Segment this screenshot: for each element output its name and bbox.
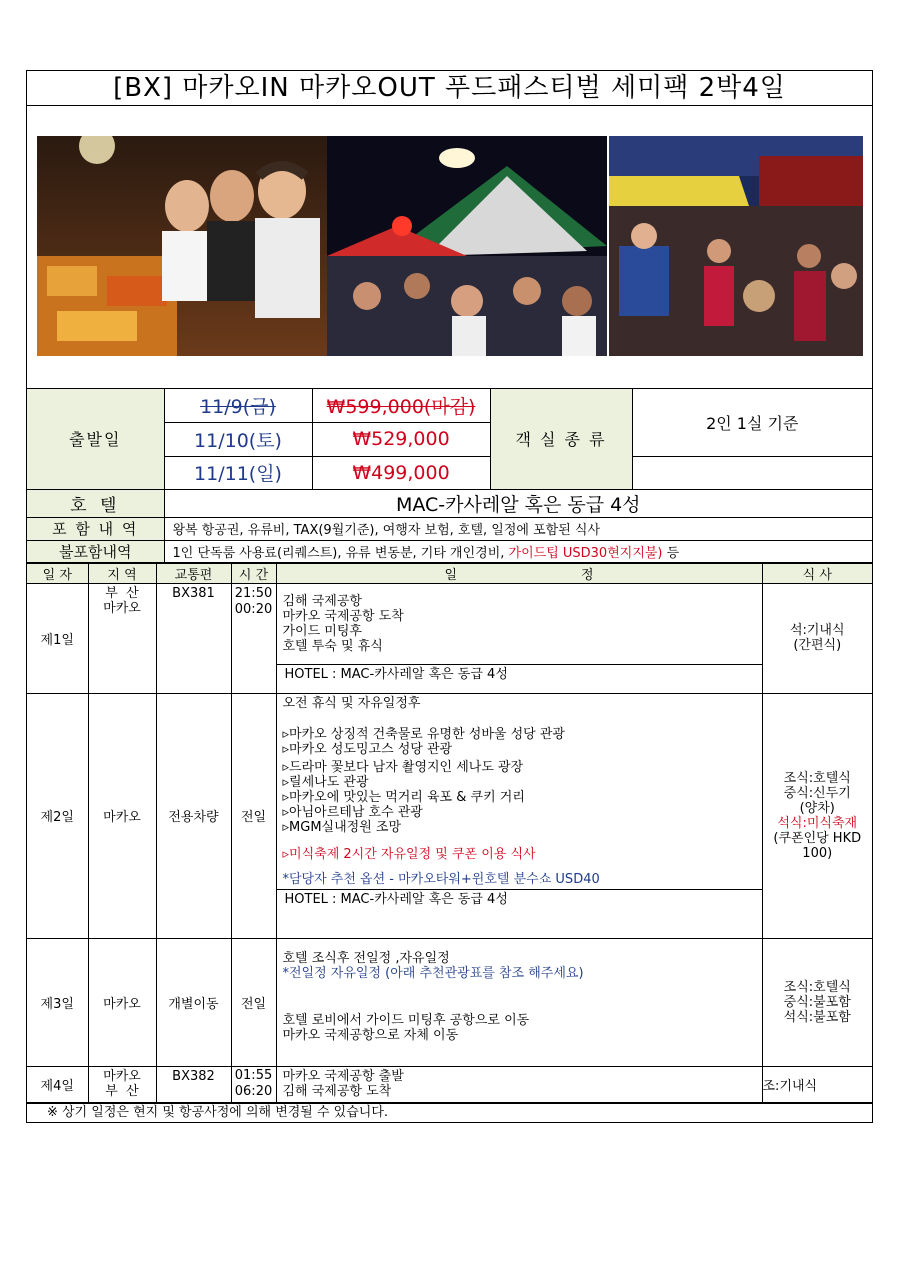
day-schedule: 마카오 국제공항 출발 김해 국제공항 도착 bbox=[276, 1066, 762, 1102]
day-schedule: 호텔 조식후 전일정 ,자유일정 *전일정 자유일정 (아래 추천관광표를 참조 해주세요) 호텔 로비에서 가이드 미팅후 공항으로 이동 마카오 국제공항으로 자체 이동 bbox=[276, 938, 762, 1066]
day-time: 21:50 00:20 bbox=[231, 583, 276, 693]
day-schedule: 김해 국제공항 마카오 국제공항 도착 가이드 미팅후 호텔 투숙 및 휴식 HOTEL : MAC-카사레알 혹은 동급 4성 bbox=[276, 583, 762, 693]
room-type-label: 객 실 종 류 bbox=[490, 389, 632, 489]
included-label: 포 함 내 역 bbox=[27, 517, 164, 540]
excluded-label: 불포함내역 bbox=[27, 540, 164, 562]
room-type-value: 2인 1실 기준 bbox=[632, 389, 872, 456]
footer-note: ※ 상기 일정은 현지 및 항공사정에 의해 변경될 수 있습니다. bbox=[27, 1103, 872, 1122]
schedule-table bbox=[27, 563, 872, 1103]
day-transport: 전용차량 bbox=[156, 693, 231, 938]
day-transport: 개별이동 bbox=[156, 938, 231, 1066]
day-region: 마카오 bbox=[88, 693, 156, 938]
day-schedule: 오전 휴식 및 자유일정후 ▹마카오 상징적 건축물로 유명한 성바울 성당 관광 ▹마카오 성도밍고스 성당 관광 ▹드라마 꽃보다 남자 촬영지인 세나도 광장 ▹릴세나도 관광 ▹마카오에 맛있는 먹거리 육포 & 쿠키 거리 ▹아님아르테남 호수 관광 ▹MGM실내정원 조망 ▹미식축제 2시간 자유일정 및 쿠폰 이용 식사 *담당자 추천 옵션 - 마카오타워+윈호텔 분수쇼 USD40 HOTEL : MAC-카사레알 혹은 동급 4성 bbox=[276, 693, 762, 938]
header-transport: 교통편 bbox=[156, 563, 231, 583]
recommended-option: *담당자 추천 옵션 - 마카오타워+윈호텔 분수쇼 USD40 bbox=[282, 871, 600, 887]
header-meal: 식 사 bbox=[762, 563, 872, 583]
departure-table bbox=[27, 389, 872, 563]
day-meal: 조:기내식 bbox=[762, 1066, 872, 1102]
day-hotel: HOTEL : MAC-카사레알 혹은 동급 4성 bbox=[277, 664, 762, 682]
day-region: 부 산 마카오 bbox=[88, 583, 156, 693]
departure-date-2: 11/10(토) bbox=[164, 422, 312, 456]
departure-label: 출발일 bbox=[27, 389, 164, 489]
day-row-3 bbox=[27, 938, 872, 1066]
departure-price-1: ₩599,000(마감) bbox=[312, 389, 490, 422]
itinerary-document bbox=[26, 70, 873, 1123]
day-meal: 조식:호텔식 중식:불포함 석식:불포함 bbox=[762, 938, 872, 1066]
day-meal: 조식:호텔식 중식:신두기 (양차) 석식:미식축재 (쿠폰인당 HKD 100) bbox=[762, 693, 872, 938]
day-time: 01:55 06:20 bbox=[231, 1066, 276, 1102]
day-region: 마카오 부 산 bbox=[88, 1066, 156, 1102]
day-transport: BX381 bbox=[156, 583, 231, 693]
festival-free-time: ▹미식축제 2시간 자유일정 및 쿠폰 이용 식사 bbox=[282, 846, 536, 862]
day-row-2 bbox=[27, 693, 872, 938]
header-time: 시 간 bbox=[231, 563, 276, 583]
hotel-label: 호 텔 bbox=[27, 489, 164, 517]
schedule-header bbox=[27, 563, 872, 583]
hotel-value: MAC-카사레알 혹은 동급 4성 bbox=[164, 489, 872, 517]
page-title: [BX] 마카오IN 마카오OUT 푸드패스티벌 세미팩 2박4일 bbox=[27, 71, 872, 106]
day-label: 제3일 bbox=[27, 938, 88, 1066]
photo-food-stall bbox=[37, 136, 327, 356]
day-region: 마카오 bbox=[88, 938, 156, 1066]
photo-festival-crowd bbox=[609, 136, 863, 356]
day-label: 제2일 bbox=[27, 693, 88, 938]
day-meal: 석:기내식 (간편식) bbox=[762, 583, 872, 693]
excluded-value: 1인 단독룸 사용료(리퀘스트), 유류 변동분, 기타 개인경비, 가이드팁 USD30현지지불) 등 bbox=[164, 540, 872, 562]
day-hotel: HOTEL : MAC-카사레알 혹은 동급 4성 bbox=[277, 889, 762, 907]
departure-date-1: 11/9(금) bbox=[164, 389, 312, 422]
day-row-4 bbox=[27, 1066, 872, 1102]
day-row-1 bbox=[27, 583, 872, 693]
photo-night-market bbox=[327, 136, 607, 356]
day-label: 제4일 bbox=[27, 1066, 88, 1102]
day-label: 제1일 bbox=[27, 583, 88, 693]
departure-date-3: 11/11(일) bbox=[164, 456, 312, 489]
departure-price-3: ₩499,000 bbox=[312, 456, 490, 489]
day-time: 전일 bbox=[231, 693, 276, 938]
day-time: 전일 bbox=[231, 938, 276, 1066]
included-value: 왕복 항공권, 유류비, TAX(9월기준), 여행자 보험, 호텔, 일정에 포함된 식사 bbox=[164, 517, 872, 540]
departure-price-2: ₩529,000 bbox=[312, 422, 490, 456]
header-schedule: 일 정 bbox=[276, 563, 762, 583]
header-day: 일 자 bbox=[27, 563, 88, 583]
header-region: 지 역 bbox=[88, 563, 156, 583]
festival-photo-banner bbox=[27, 106, 872, 389]
day-transport: BX382 bbox=[156, 1066, 231, 1102]
